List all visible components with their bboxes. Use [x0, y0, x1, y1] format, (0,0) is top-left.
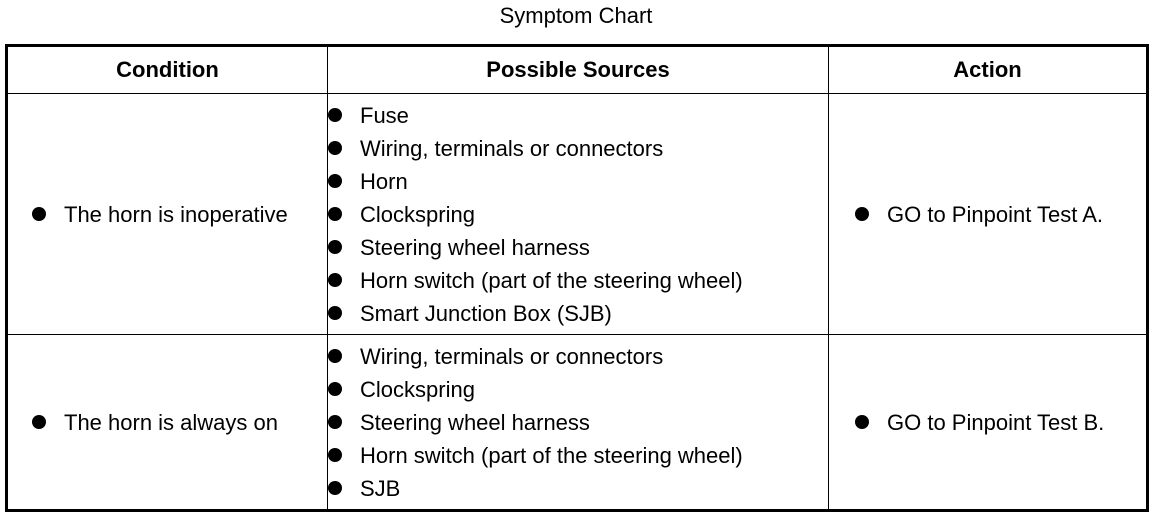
bullet-icon [328, 273, 342, 287]
source-text: Horn [360, 168, 408, 194]
action-text: GO to Pinpoint Test A. [887, 201, 1104, 227]
list-item [328, 165, 828, 198]
sources-cell [328, 94, 829, 335]
source-text: Horn switch (part of the steering wheel) [360, 267, 743, 293]
list-item [328, 340, 828, 373]
list-item [328, 198, 828, 231]
source-text: Wiring, terminals or connectors [360, 343, 664, 369]
source-text: Steering wheel harness [360, 409, 590, 435]
bullet-icon [328, 174, 342, 188]
list-item [328, 231, 828, 264]
source-text: Wiring, terminals or connectors [360, 135, 664, 161]
bullet-icon [32, 207, 46, 221]
bullet-icon [32, 415, 46, 429]
header-row [7, 46, 1148, 94]
bullet-icon [328, 207, 342, 221]
source-text: Horn switch (part of the steering wheel) [360, 442, 743, 468]
source-text: Clockspring [360, 376, 475, 402]
bullet-icon [328, 108, 342, 122]
bullet-icon [328, 240, 342, 254]
source-text: Clockspring [360, 201, 475, 227]
table-row [7, 335, 1148, 511]
condition-text: The horn is inoperative [64, 201, 288, 227]
list-item [328, 373, 828, 406]
condition-item [8, 406, 327, 439]
action-item [829, 198, 1146, 231]
condition-text: The horn is always on [64, 409, 278, 435]
bullet-icon [328, 382, 342, 396]
bullet-icon [328, 306, 342, 320]
action-item [829, 406, 1146, 439]
source-list [328, 99, 828, 330]
action-cell [829, 335, 1148, 511]
symptom-table [5, 44, 1149, 512]
condition-item [8, 198, 327, 231]
source-text: Steering wheel harness [360, 234, 590, 260]
list-item [328, 264, 828, 297]
bullet-icon [855, 415, 869, 429]
chart-title: Symptom Chart [499, 3, 653, 28]
condition-cell [7, 335, 328, 511]
bullet-icon [328, 448, 342, 462]
source-list [328, 340, 828, 505]
list-item [328, 99, 828, 132]
list-item [328, 297, 828, 330]
sources-cell [328, 335, 829, 511]
action-text: GO to Pinpoint Test B. [887, 409, 1105, 435]
header-action: Action [829, 46, 1148, 94]
bullet-icon [328, 415, 342, 429]
bullet-icon [328, 349, 342, 363]
list-item [328, 472, 828, 505]
list-item [328, 439, 828, 472]
bullet-icon [328, 141, 342, 155]
condition-cell [7, 94, 328, 335]
table-row [7, 94, 1148, 335]
action-cell [829, 94, 1148, 335]
list-item [328, 132, 828, 165]
source-text: Fuse [360, 102, 409, 128]
source-text: Smart Junction Box (SJB) [360, 300, 612, 326]
source-text: SJB [360, 475, 401, 501]
bullet-icon [855, 207, 869, 221]
header-possible-sources: Possible Sources [328, 46, 829, 94]
list-item [328, 406, 828, 439]
bullet-icon [328, 481, 342, 495]
header-condition: Condition [7, 46, 328, 94]
